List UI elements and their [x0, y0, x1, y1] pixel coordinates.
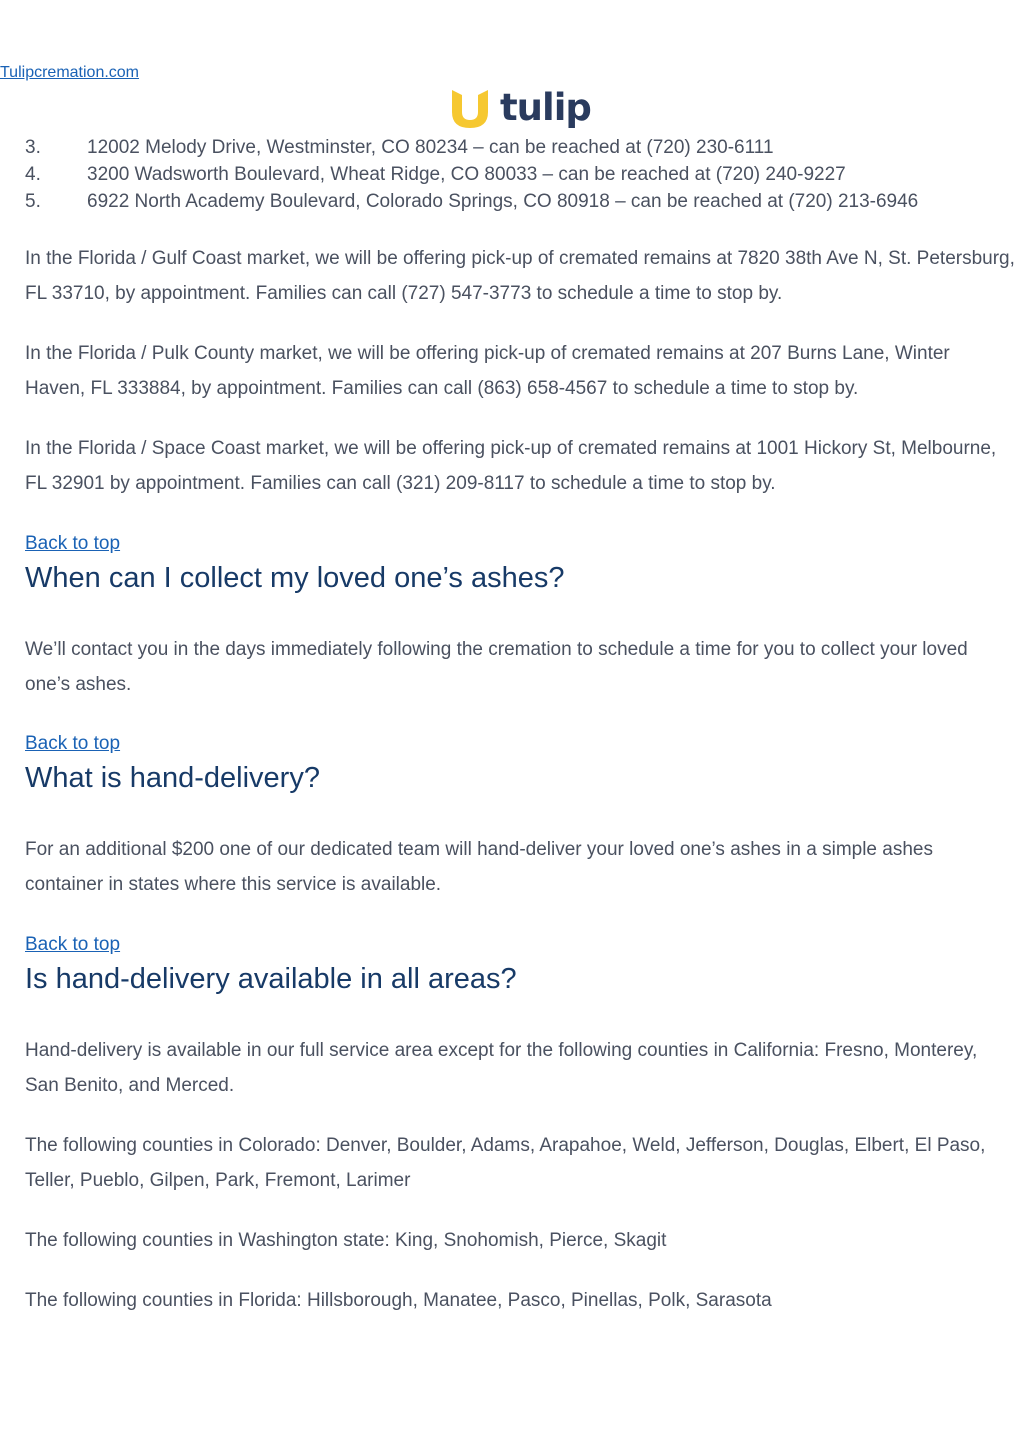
tulip-logo-text: tulip [500, 86, 591, 129]
colorado-counties-paragraph: The following counties in Colorado: Denver, Boulder, Adams, Arapahoe, Weld, Jefferson, Douglas, Elbert, El Paso, Teller, Pueblo, Gilpen, Park, Fremont, Larimer [25, 1135, 986, 1191]
space-coast-paragraph: In the Florida / Space Coast market, we will be offering pick-up of cremated remains at 1001 Hickory St, Melbourne, FL 32901 by appointment. Families can call (321) 209-8117 to schedule a time to stop by. [25, 438, 997, 494]
site-link[interactable]: Tulipcremation.com [0, 64, 140, 81]
washington-counties-paragraph: The following counties in Washington state: King, Snohomish, Pierce, Skagit [25, 1230, 667, 1251]
hand-delivery-paragraph: For an additional $200 one of our dedicated team will hand-deliver your loved one’s ashes in a simple ashes container in states where this service is available. [25, 839, 933, 895]
tulip-logo [450, 86, 591, 132]
tulip-logo-icon [450, 88, 490, 130]
address-list [25, 134, 1015, 215]
list-item: 5. 6922 North Academy Boulevard, Colorado Springs, CO 80918 – can be reached at (720) 213-6946 [25, 191, 919, 212]
section-heading-availability: Is hand-delivery available in all areas? [25, 963, 517, 995]
gulf-coast-paragraph: In the Florida / Gulf Coast market, we will be offering pick-up of cremated remains at 7820 38th Ave N, St. Petersburg, FL 33710, by appointment. Families can call (727) 547-3773 to schedule a time to stop by. [25, 248, 1015, 304]
back-to-top-link[interactable]: Back to top [25, 533, 121, 554]
pulk-county-paragraph: In the Florida / Pulk County market, we will be offering pick-up of cremated remains at 207 Burns Lane, Winter Haven, FL 333884, by appointment. Families can call (863) 658-4567 to schedule a time to stop by. [25, 343, 950, 399]
list-item: 3. 12002 Melody Drive, Westminster, CO 80234 – can be reached at (720) 230-6111 [25, 137, 774, 158]
back-to-top-link[interactable]: Back to top [25, 733, 121, 754]
section-heading-hand-delivery: What is hand-delivery? [25, 762, 320, 794]
list-item: 4. 3200 Wadsworth Boulevard, Wheat Ridge, CO 80033 – can be reached at (720) 240-9227 [25, 164, 846, 185]
section-heading-collect: When can I collect my loved one’s ashes? [25, 562, 565, 594]
california-counties-paragraph: Hand-delivery is available in our full service area except for the following counties in California: Fresno, Monterey, San Benito, and Merced. [25, 1040, 978, 1096]
collect-paragraph: We’ll contact you in the days immediately following the cremation to schedule a time for you to collect your loved one’s ashes. [25, 639, 968, 695]
back-to-top-link[interactable]: Back to top [25, 934, 121, 955]
florida-counties-paragraph: The following counties in Florida: Hillsborough, Manatee, Pasco, Pinellas, Polk, Sarasota [25, 1290, 772, 1311]
